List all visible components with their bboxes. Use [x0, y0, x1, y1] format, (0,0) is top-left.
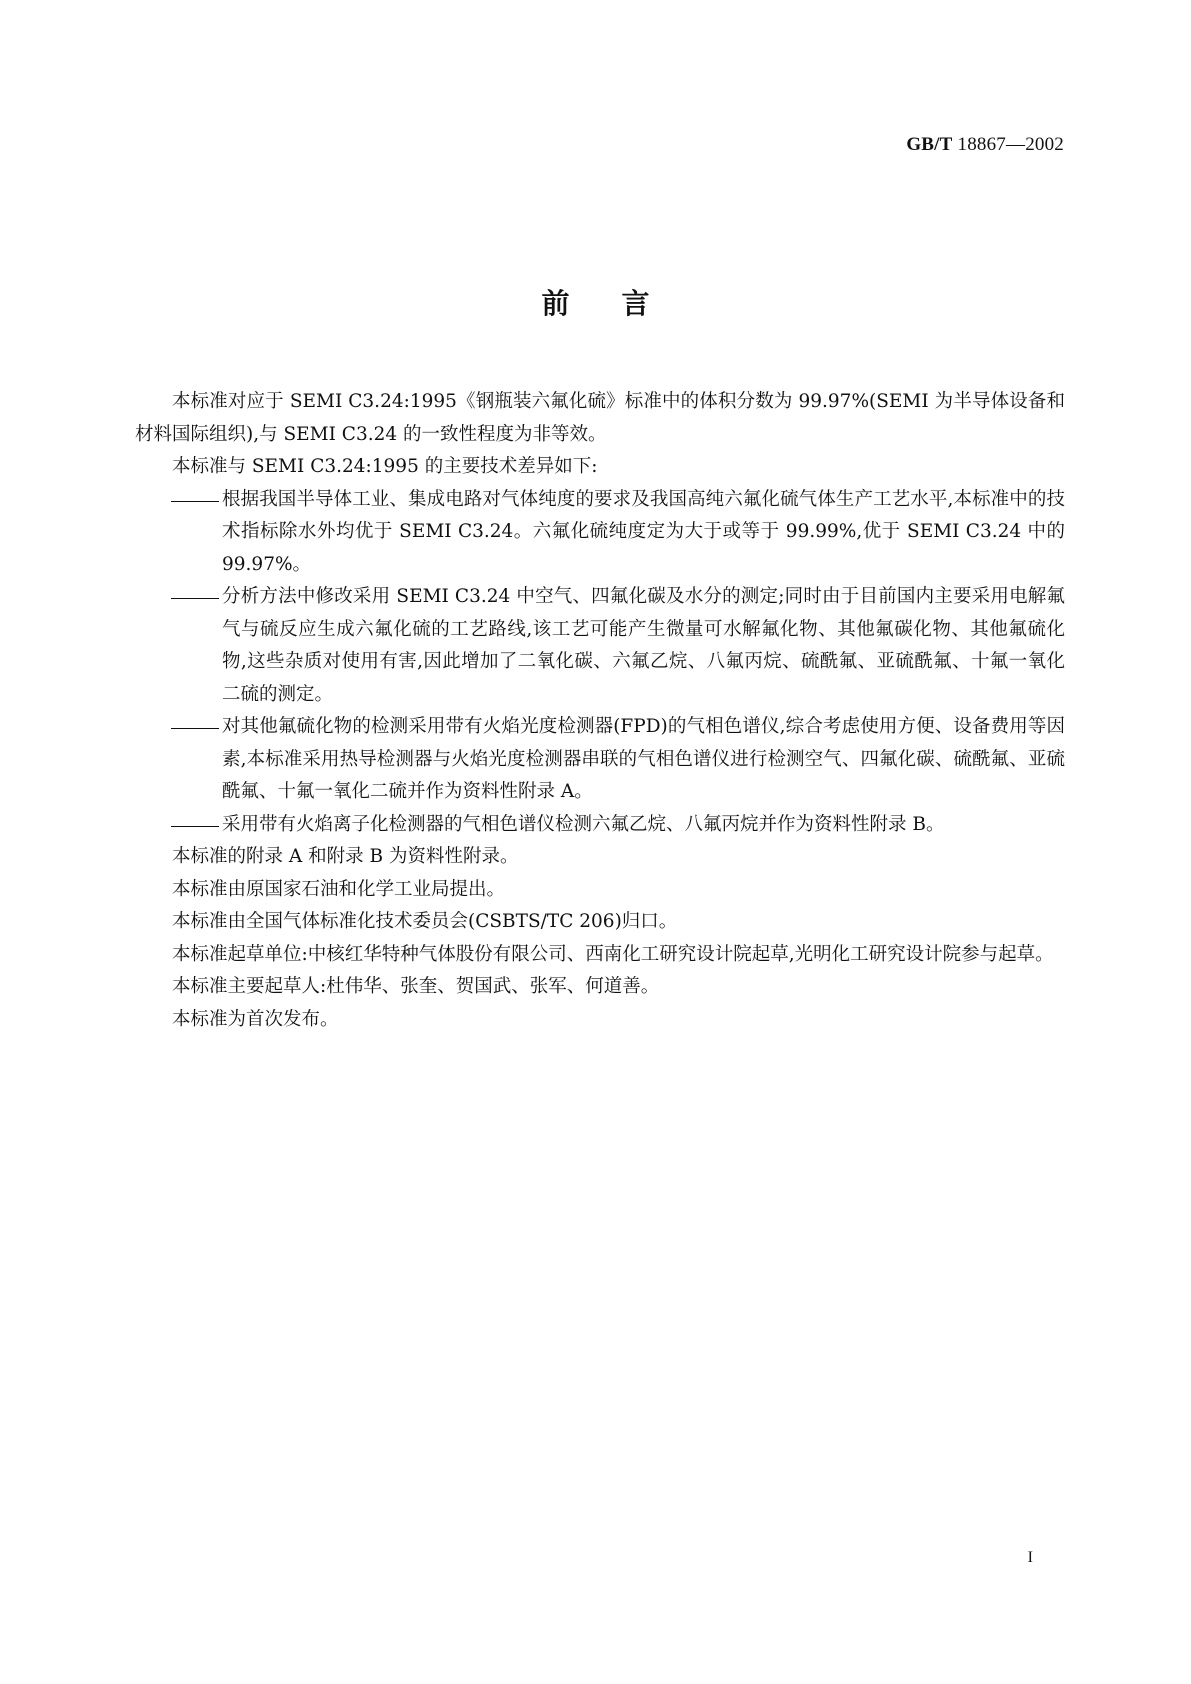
paragraph-drafting-units: 本标准起草单位:中核红华特种气体股份有限公司、西南化工研究设计院起草,光明化工研究设计院参与起草。	[172, 943, 1054, 965]
list-item-text: 对其他氟硫化物的检测采用带有火焰光度检测器(FPD)的气相色谱仪,综合考虑使用方便、设备费用等因素,本标准采用热导检测器与火焰光度检测器串联的气相色谱仪进行检测空气、四氟化碳、硫酰氟、亚硫酰氟、十氟一氧化二硫并作为资料性附录 A。	[222, 716, 1065, 802]
paragraph-first-release: 本标准为首次发布。	[172, 1008, 339, 1030]
list-item	[135, 809, 1065, 842]
list-item-text: 采用带有火焰离子化检测器的气相色谱仪检测六氟乙烷、八氟丙烷并作为资料性附录 B。	[222, 813, 945, 835]
list-item	[135, 581, 1065, 711]
standard-code: 18867—2002	[957, 134, 1064, 155]
paragraph-proposer: 本标准由原国家石油和化学工业局提出。	[172, 878, 506, 900]
page-title: 前言	[541, 287, 702, 320]
paragraph-differences-intro: 本标准与 SEMI C3.24:1995 的主要技术差异如下:	[172, 456, 598, 477]
standard-number	[906, 134, 1064, 156]
paragraph-drafters: 本标准主要起草人:杜伟华、张奎、贺国武、张军、何道善。	[172, 976, 660, 997]
list-item	[135, 484, 1065, 582]
paragraph-administrator: 本标准由全国气体标准化技术委员会(CSBTS/TC 206)归口。	[172, 911, 678, 932]
list-item-text: 根据我国半导体工业、集成电路对气体纯度的要求及我国高纯六氟化硫气体生产工艺水平,本标准中的技术指标除水外均优于 SEMI C3.24。六氟化硫纯度定为大于或等于 99.99%,优于 SEMI C3.24 中的 99.97%。	[222, 488, 1065, 575]
standard-prefix: GB/T	[906, 134, 953, 155]
page-number: I	[1027, 1549, 1033, 1566]
list-item	[135, 711, 1065, 809]
paragraph-correspondence: 本标准对应于 SEMI C3.24:1995《钢瓶装六氟化硫》标准中的体积分数为 99.97%(SEMI 为半导体设备和材料国际组织),与 SEMI C3.24 的一致性程度为非等效。	[135, 391, 1065, 445]
foreword-body	[135, 386, 1065, 1036]
list-item-text: 分析方法中修改采用 SEMI C3.24 中空气、四氟化碳及水分的测定;同时由于目前国内主要采用电解氟气与硫反应生成六氟化硫的工艺路线,该工艺可能产生微量可水解氟化物、其他氟碳化物、其他氟硫化物,这些杂质对使用有害,因此增加了二氧化碳、六氟乙烷、八氟丙烷、硫酰氟、亚硫酰氟、十氟一氧化二硫的测定。	[222, 586, 1065, 705]
paragraph-annexes: 本标准的附录 A 和附录 B 为资料性附录。	[172, 846, 519, 867]
